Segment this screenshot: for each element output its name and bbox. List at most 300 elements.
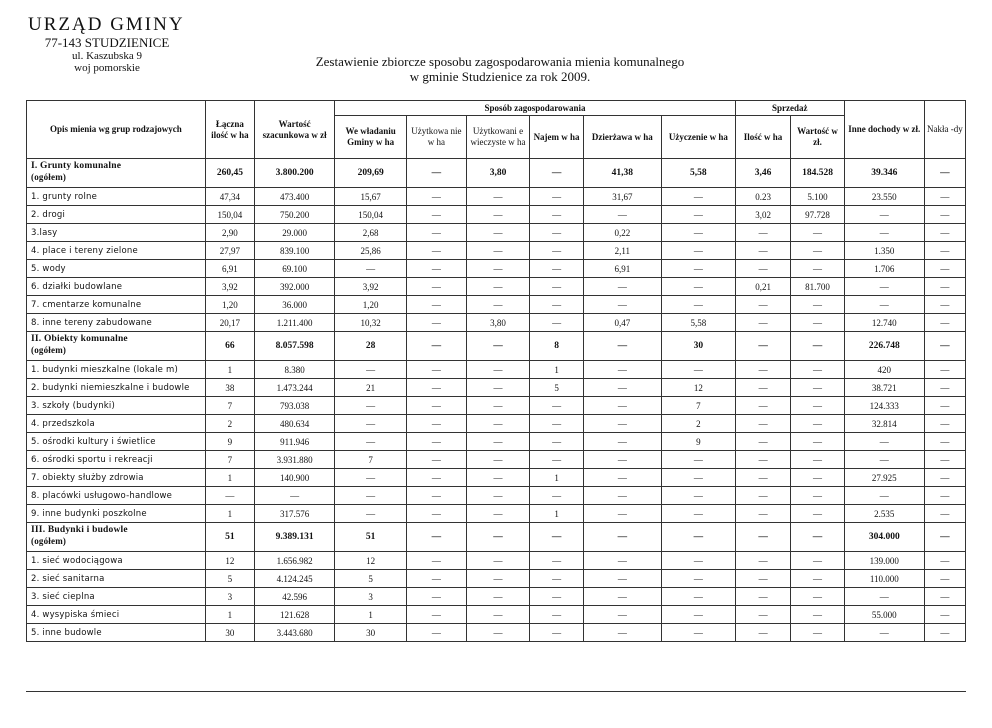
table-cell: 10,32 (335, 314, 407, 332)
table-cell: — (583, 451, 661, 469)
table-cell: 317.576 (255, 505, 335, 523)
table-cell: 2,11 (583, 242, 661, 260)
table-cell: 30 (335, 624, 407, 642)
table-cell: 1 (335, 606, 407, 624)
table-cell: — (407, 278, 467, 296)
row-description (27, 361, 206, 379)
table-cell: 27,97 (205, 242, 254, 260)
table-cell: — (791, 505, 844, 523)
table-cell: — (407, 361, 467, 379)
table-cell: — (661, 505, 735, 523)
table-cell: — (844, 487, 924, 505)
table-cell: — (530, 296, 583, 314)
table-cell: — (791, 314, 844, 332)
row-description-label: 1. grunty rolne (31, 191, 98, 202)
table-row (27, 379, 966, 397)
table-cell: 38 (205, 379, 254, 397)
table-cell: 1.473.244 (255, 379, 335, 397)
row-description (27, 332, 206, 361)
row-description (27, 624, 206, 642)
table-cell: 3,46 (735, 159, 790, 188)
table-cell: — (530, 451, 583, 469)
table-cell: 121.628 (255, 606, 335, 624)
table-cell: — (335, 397, 407, 415)
table-cell: — (407, 314, 467, 332)
table-cell: — (661, 469, 735, 487)
table-cell: — (407, 523, 467, 552)
table-cell: — (466, 570, 530, 588)
table-cell: 31,67 (583, 188, 661, 206)
row-description-label: 3. szkoły (budynki) (31, 400, 115, 411)
row-description-label: 4. przedszkola (31, 418, 95, 429)
table-cell: — (466, 379, 530, 397)
col-header-perpetual: Użytkowani e wieczyste w ha (466, 116, 530, 159)
table-cell: — (530, 206, 583, 224)
table-cell: 304.000 (844, 523, 924, 552)
table-cell: — (735, 332, 790, 361)
table-cell: — (924, 242, 965, 260)
table-cell: — (924, 624, 965, 642)
table-cell: — (844, 588, 924, 606)
table-row (27, 296, 966, 314)
table-cell: — (407, 469, 467, 487)
document-title (260, 54, 740, 84)
section-row (27, 523, 966, 552)
row-description-label: 7. obiekty służby zdrowia (31, 472, 144, 483)
table-cell: — (791, 361, 844, 379)
table-cell: — (407, 332, 467, 361)
row-description (27, 415, 206, 433)
table-cell: — (844, 278, 924, 296)
table-cell: — (791, 624, 844, 642)
table-cell: — (530, 397, 583, 415)
table-cell: — (583, 296, 661, 314)
table-cell: 140.900 (255, 469, 335, 487)
table-cell: — (735, 588, 790, 606)
table-row (27, 278, 966, 296)
table-cell: — (791, 242, 844, 260)
table-cell: — (735, 523, 790, 552)
table-cell: 66 (205, 332, 254, 361)
table-cell: 4.124.245 (255, 570, 335, 588)
col-header-expenses: Nakła -dy (924, 101, 965, 159)
row-description (27, 188, 206, 206)
table-cell: 1.656.982 (255, 552, 335, 570)
table-cell: 8.380 (255, 361, 335, 379)
table-cell: — (791, 332, 844, 361)
table-cell: — (735, 505, 790, 523)
table-cell: — (924, 188, 965, 206)
table-cell: — (661, 206, 735, 224)
table-cell: — (844, 206, 924, 224)
table-cell: — (924, 278, 965, 296)
table-cell: 0,22 (583, 224, 661, 242)
table-cell: — (530, 588, 583, 606)
row-description-label: 4. wysypiska śmieci (31, 609, 120, 620)
table-cell: — (407, 159, 467, 188)
table-cell: 1 (205, 361, 254, 379)
table-row (27, 624, 966, 642)
table-cell: — (466, 415, 530, 433)
table-cell: 7 (661, 397, 735, 415)
table-cell: 3,80 (466, 159, 530, 188)
table-cell: — (661, 278, 735, 296)
table-row (27, 260, 966, 278)
table-cell: — (661, 487, 735, 505)
table-cell: 1 (530, 505, 583, 523)
table-cell: — (791, 397, 844, 415)
table-cell: — (661, 260, 735, 278)
table-cell: 21 (335, 379, 407, 397)
table-cell: 51 (205, 523, 254, 552)
table-cell: — (530, 224, 583, 242)
row-description-label: 5. ośrodki kultury i świetlice (31, 436, 156, 447)
table-cell: — (583, 505, 661, 523)
table-cell: — (407, 242, 467, 260)
table-cell: — (407, 606, 467, 624)
title-line-1: Zestawienie zbiorcze sposobu zagospodarowania mienia komunalnego (315, 54, 685, 69)
table-cell: — (583, 433, 661, 451)
table-cell: — (791, 570, 844, 588)
table-cell: 15,67 (335, 188, 407, 206)
row-description-label: 2. budynki niemieszkalne i budowle (31, 382, 190, 393)
table-cell: — (791, 469, 844, 487)
table-row (27, 570, 966, 588)
group-header-method: Sposób zagospodarowania (335, 101, 736, 116)
col-header-lending: Użyczenie w ha (661, 116, 735, 159)
table-cell: 23.550 (844, 188, 924, 206)
table-cell: 473.400 (255, 188, 335, 206)
table-cell: 5.100 (791, 188, 844, 206)
table-cell: — (335, 505, 407, 523)
table-cell: — (924, 469, 965, 487)
office-city: 77-143 STUDZIENICE (44, 35, 170, 50)
row-description (27, 451, 206, 469)
table-cell: — (661, 624, 735, 642)
table-cell: 3 (335, 588, 407, 606)
table-cell: — (661, 451, 735, 469)
table-cell: — (530, 314, 583, 332)
table-cell: — (407, 451, 467, 469)
table-cell: — (530, 242, 583, 260)
col-header-desc: Opis mienia wg grup rodzajowych (27, 101, 206, 159)
table-cell: — (924, 433, 965, 451)
table-cell: 36.000 (255, 296, 335, 314)
table-cell: — (466, 242, 530, 260)
table-cell: — (844, 296, 924, 314)
table-cell: — (583, 552, 661, 570)
row-description-label: 7. cmentarze komunalne (31, 299, 142, 310)
table-cell: — (466, 523, 530, 552)
table-cell: 47,34 (205, 188, 254, 206)
table-cell: — (335, 469, 407, 487)
table-cell: 839.100 (255, 242, 335, 260)
table-cell: — (530, 606, 583, 624)
table-cell: — (466, 588, 530, 606)
table-cell: — (530, 159, 583, 188)
table-cell: — (583, 624, 661, 642)
table-cell: 3,80 (466, 314, 530, 332)
table-cell: 30 (661, 332, 735, 361)
table-cell: — (466, 397, 530, 415)
row-description (27, 224, 206, 242)
row-description (27, 505, 206, 523)
table-cell: — (583, 588, 661, 606)
table-cell: — (466, 260, 530, 278)
table-cell: — (735, 570, 790, 588)
table-cell: — (844, 224, 924, 242)
table-cell: — (335, 260, 407, 278)
row-description-label: 6. działki budowlane (31, 281, 123, 292)
table-cell: — (924, 379, 965, 397)
table-cell: — (924, 314, 965, 332)
col-header-other-income: Inne dochody w zł. (844, 101, 924, 159)
table-row (27, 505, 966, 523)
row-description (27, 260, 206, 278)
table-cell: 9.389.131 (255, 523, 335, 552)
table-cell: 150,04 (335, 206, 407, 224)
table-cell: — (924, 260, 965, 278)
col-header-rent: Najem w ha (530, 116, 583, 159)
table-cell: 3 (205, 588, 254, 606)
table-cell: — (466, 505, 530, 523)
table-cell: 209,69 (335, 159, 407, 188)
row-description-label: 9. inne budynki poszkolne (31, 508, 147, 519)
row-description-label: 5. inne budowle (31, 627, 102, 638)
table-cell: — (466, 469, 530, 487)
table-cell: — (661, 242, 735, 260)
table-cell: — (791, 451, 844, 469)
table-cell: 911.946 (255, 433, 335, 451)
table-cell: 260,45 (205, 159, 254, 188)
table-cell: — (407, 588, 467, 606)
table-row (27, 469, 966, 487)
table-row (27, 552, 966, 570)
table-cell: 1 (530, 469, 583, 487)
table-cell: 5 (530, 379, 583, 397)
table-cell: — (407, 260, 467, 278)
table-row (27, 415, 966, 433)
table-cell: — (661, 552, 735, 570)
table-cell: 2,68 (335, 224, 407, 242)
table-cell: 5,58 (661, 314, 735, 332)
table-cell: — (407, 624, 467, 642)
table-cell: — (335, 433, 407, 451)
table-cell: — (924, 206, 965, 224)
row-description-label: 5. wody (31, 263, 66, 274)
table-cell: 32.814 (844, 415, 924, 433)
table-cell: — (844, 624, 924, 642)
table-cell: 20,17 (205, 314, 254, 332)
table-cell: 6,91 (583, 260, 661, 278)
table-cell: — (530, 188, 583, 206)
table-row (27, 588, 966, 606)
col-header-in-management: We władaniu Gminy w ha (335, 116, 407, 159)
table-cell: 69.100 (255, 260, 335, 278)
table-cell: — (924, 487, 965, 505)
row-description-label: I. Grunty komunalne (31, 161, 122, 171)
table-cell: — (735, 361, 790, 379)
table-row (27, 314, 966, 332)
table-cell: 39.346 (844, 159, 924, 188)
table-cell: 2,90 (205, 224, 254, 242)
table-cell: — (583, 361, 661, 379)
table-cell: — (583, 570, 661, 588)
table-cell: 12.740 (844, 314, 924, 332)
table-cell: — (407, 379, 467, 397)
table-cell: 2 (661, 415, 735, 433)
table-body (27, 159, 966, 642)
table-cell: 97.728 (791, 206, 844, 224)
office-name: URZĄD GMINY (28, 14, 185, 35)
row-description (27, 397, 206, 415)
table-cell: — (466, 332, 530, 361)
table-cell: — (924, 523, 965, 552)
row-description-label: 3.lasy (31, 227, 58, 238)
col-header-lease: Dzierżawa w ha (583, 116, 661, 159)
table-cell: 12 (335, 552, 407, 570)
table-cell: — (735, 415, 790, 433)
table-cell: — (661, 188, 735, 206)
table-cell: — (791, 260, 844, 278)
table-cell: 51 (335, 523, 407, 552)
table-cell: — (791, 606, 844, 624)
table-cell: 0.23 (735, 188, 790, 206)
row-description-label: 8. placówki usługowo-handlowe (31, 490, 173, 501)
table-cell: 30 (205, 624, 254, 642)
table-cell: — (791, 588, 844, 606)
table-cell: 5 (205, 570, 254, 588)
section-row (27, 159, 966, 188)
table-cell: 42.596 (255, 588, 335, 606)
table-cell: — (530, 278, 583, 296)
table-cell: 139.000 (844, 552, 924, 570)
row-description (27, 552, 206, 570)
table-cell: — (407, 188, 467, 206)
table-cell: 38.721 (844, 379, 924, 397)
table-cell: — (407, 505, 467, 523)
table-cell: — (924, 552, 965, 570)
table-cell: — (530, 570, 583, 588)
table-cell: — (466, 433, 530, 451)
table-row (27, 361, 966, 379)
table-cell: — (735, 552, 790, 570)
table-cell: — (335, 361, 407, 379)
table-cell: — (583, 397, 661, 415)
table-cell: 1 (530, 361, 583, 379)
table-cell: — (735, 451, 790, 469)
table-cell: 55.000 (844, 606, 924, 624)
row-description-label: 2. sieć sanitarna (31, 573, 105, 584)
table-cell: — (924, 606, 965, 624)
table-cell: — (466, 206, 530, 224)
table-cell: 150,04 (205, 206, 254, 224)
table-cell: 3,02 (735, 206, 790, 224)
table-cell: — (530, 260, 583, 278)
table-cell: — (335, 487, 407, 505)
table-cell: — (335, 415, 407, 433)
table-row (27, 242, 966, 260)
title-line-2: w gminie Studzienice za rok 2009. (409, 69, 591, 84)
table-cell: — (583, 606, 661, 624)
table-cell: 5 (335, 570, 407, 588)
table-cell: — (407, 397, 467, 415)
table-cell: 41,38 (583, 159, 661, 188)
row-description-sub: (ogółem) (31, 345, 67, 355)
table-cell: — (791, 415, 844, 433)
row-description-label: III. Budynki i budowle (31, 525, 128, 535)
table-cell: 9 (661, 433, 735, 451)
table-cell: — (466, 188, 530, 206)
table-cell: — (407, 433, 467, 451)
table-cell: — (583, 415, 661, 433)
table-cell: 6,91 (205, 260, 254, 278)
table-cell: — (255, 487, 335, 505)
table-cell: 25,86 (335, 242, 407, 260)
row-description-label: 8. inne tereny zabudowane (31, 317, 152, 328)
table-cell: — (791, 224, 844, 242)
table-cell: — (924, 224, 965, 242)
row-description (27, 159, 206, 188)
table-cell: 110.000 (844, 570, 924, 588)
table-cell: — (735, 224, 790, 242)
table-cell: 8.057.598 (255, 332, 335, 361)
table-cell: 1 (205, 505, 254, 523)
table-cell: — (661, 606, 735, 624)
table-cell: — (791, 487, 844, 505)
table-row (27, 487, 966, 505)
table-cell: — (924, 296, 965, 314)
table-cell: 3.931.880 (255, 451, 335, 469)
table-cell: — (466, 624, 530, 642)
table-cell: 3.443.680 (255, 624, 335, 642)
table-cell: — (924, 361, 965, 379)
table-cell: — (530, 487, 583, 505)
table-cell: — (407, 206, 467, 224)
table-cell: — (407, 296, 467, 314)
table-cell: — (735, 606, 790, 624)
table-cell: — (407, 224, 467, 242)
table-cell: — (735, 487, 790, 505)
table-cell: — (466, 278, 530, 296)
row-description-label: 2. drogi (31, 209, 66, 220)
bottom-rule (26, 691, 966, 692)
table-cell: — (661, 570, 735, 588)
office-header (22, 14, 192, 74)
group-header-sale: Sprzedaż (735, 101, 844, 116)
table-cell: — (583, 278, 661, 296)
table-cell: — (791, 296, 844, 314)
table-cell: — (844, 433, 924, 451)
table-cell: 7 (205, 451, 254, 469)
table-cell: 0,21 (735, 278, 790, 296)
table-cell: — (466, 606, 530, 624)
table-cell: 1.211.400 (255, 314, 335, 332)
row-description-label: 4. place i tereny zielone (31, 245, 138, 256)
property-summary-table (26, 100, 966, 642)
row-description (27, 314, 206, 332)
row-description-sub: (ogółem) (31, 536, 67, 546)
table-cell: — (924, 570, 965, 588)
table-cell: 0,47 (583, 314, 661, 332)
table-cell: — (924, 505, 965, 523)
table-cell: 9 (205, 433, 254, 451)
table-cell: 226.748 (844, 332, 924, 361)
row-description-label: 1. budynki mieszkalne (lokale m) (31, 364, 178, 375)
col-header-sale-qty: Ilość w ha (735, 116, 790, 159)
table-cell: 184.528 (791, 159, 844, 188)
table-cell: — (407, 415, 467, 433)
